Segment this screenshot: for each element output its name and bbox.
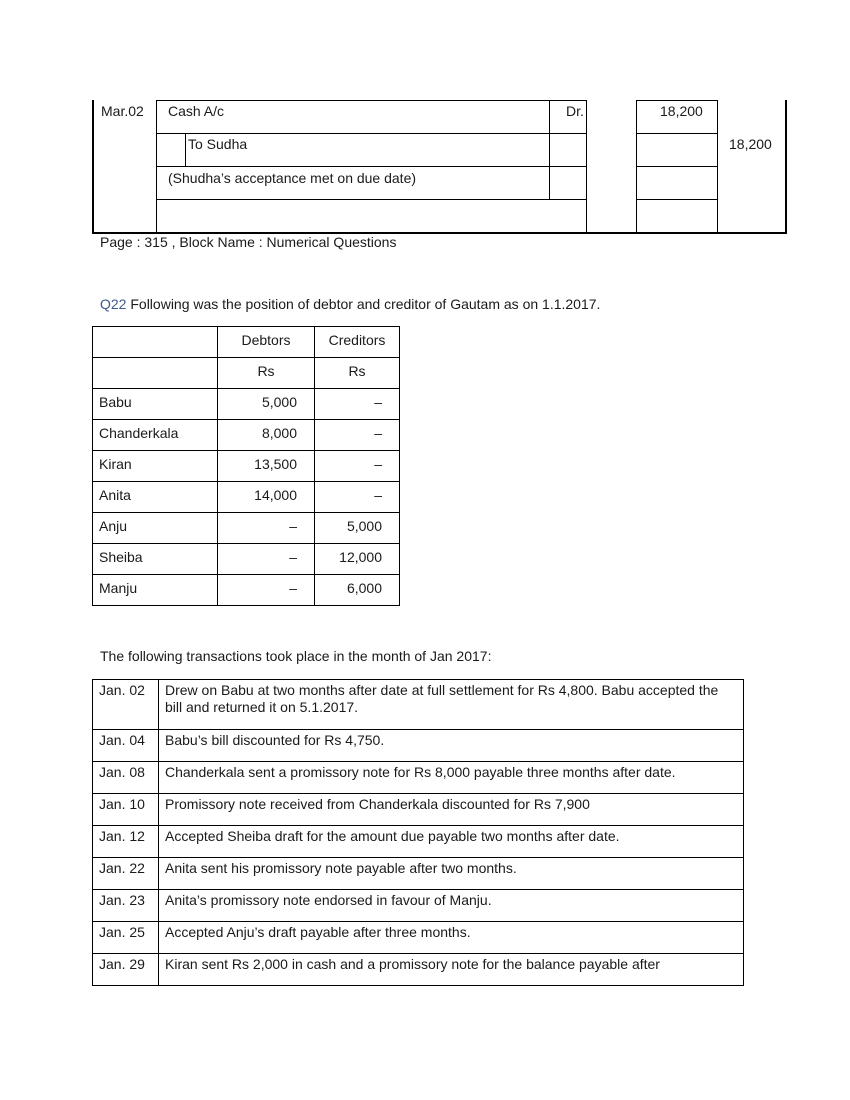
table-row — [93, 954, 744, 986]
transaction-date: Jan. 22 — [93, 858, 159, 890]
transaction-text: Accepted Anju’s draft payable after three months. — [159, 922, 744, 954]
header-cell: Debtors — [218, 327, 315, 358]
question-number: Q22 — [100, 296, 127, 312]
journal-border — [636, 166, 718, 167]
journal-border — [636, 100, 637, 234]
transaction-text: Babu’s bill discounted for Rs 4,750. — [159, 730, 744, 762]
journal-debit-amount: 18,200 — [660, 103, 703, 119]
transaction-text: Chanderkala sent a promissory note for Rs 8,000 payable three months after date. — [159, 762, 744, 794]
transaction-text: Promissory note received from Chanderkala discounted for Rs 7,900 — [159, 794, 744, 826]
creditor-amount: – — [315, 451, 400, 482]
table-row — [93, 513, 400, 544]
journal-narration: (Shudha’s acceptance met on due date) — [168, 170, 417, 186]
creditor-amount: 12,000 — [315, 544, 400, 575]
party-name: Manju — [93, 575, 218, 606]
journal-border — [156, 199, 587, 200]
transaction-date: Jan. 10 — [93, 794, 159, 826]
journal-particulars: To Sudha — [188, 136, 248, 152]
journal-border — [156, 133, 587, 134]
journal-dr-marker: Dr. — [566, 103, 584, 119]
party-name: Sheiba — [93, 544, 218, 575]
party-name: Kiran — [93, 451, 218, 482]
table-row — [93, 826, 744, 858]
journal-border — [785, 100, 787, 234]
table-row — [93, 544, 400, 575]
table-row — [93, 420, 400, 451]
table-header-row — [93, 327, 400, 358]
transaction-text: Drew on Babu at two months after date at full settlement for Rs 4,800. Babu accepted the bill and returned it on 5.1.2017. — [159, 680, 744, 730]
journal-credit-amount: 18,200 — [729, 136, 772, 152]
creditor-amount: – — [315, 420, 400, 451]
journal-border — [636, 199, 718, 200]
transaction-date: Jan. 23 — [93, 890, 159, 922]
transaction-text: Accepted Sheiba draft for the amount due payable two months after date. — [159, 826, 744, 858]
debtor-amount: 5,000 — [218, 389, 315, 420]
creditor-amount: 6,000 — [315, 575, 400, 606]
transaction-date: Jan. 12 — [93, 826, 159, 858]
journal-border — [586, 100, 587, 234]
header-cell — [93, 327, 218, 358]
journal-border — [636, 133, 718, 134]
debtor-amount: – — [218, 544, 315, 575]
transaction-date: Jan. 02 — [93, 680, 159, 730]
transaction-date: Jan. 04 — [93, 730, 159, 762]
journal-border — [92, 100, 94, 234]
transactions-table — [92, 679, 744, 986]
journal-date: Mar.02 — [101, 103, 144, 119]
journal-border — [156, 100, 587, 101]
table-row — [93, 890, 744, 922]
balances-table — [92, 326, 400, 606]
table-row — [93, 575, 400, 606]
table-row — [93, 858, 744, 890]
party-name: Anju — [93, 513, 218, 544]
debtor-amount: 8,000 — [218, 420, 315, 451]
transaction-date: Jan. 25 — [93, 922, 159, 954]
journal-border — [717, 100, 718, 234]
transaction-text: Anita sent his promissory note payable after two months. — [159, 858, 744, 890]
transaction-text: Anita’s promissory note endorsed in favour of Manju. — [159, 890, 744, 922]
header-cell: Creditors — [315, 327, 400, 358]
debtor-amount: 14,000 — [218, 482, 315, 513]
table-row — [93, 730, 744, 762]
question-heading — [100, 296, 600, 312]
party-name: Babu — [93, 389, 218, 420]
transaction-date: Jan. 08 — [93, 762, 159, 794]
table-row — [93, 794, 744, 826]
question-text: Following was the position of debtor and creditor of Gautam as on 1.1.2017. — [126, 296, 601, 312]
unit-cell — [93, 358, 218, 389]
journal-border — [185, 133, 186, 167]
debtor-amount: – — [218, 575, 315, 606]
journal-border — [156, 100, 157, 234]
table-row — [93, 680, 744, 730]
unit-cell: Rs — [315, 358, 400, 389]
journal-border — [549, 100, 550, 200]
transaction-text: Kiran sent Rs 2,000 in cash and a promissory note for the balance payable after — [159, 954, 744, 986]
table-row — [93, 482, 400, 513]
journal-particulars: Cash A/c — [168, 103, 225, 119]
table-row — [93, 762, 744, 794]
table-units-row — [93, 358, 400, 389]
creditor-amount: 5,000 — [315, 513, 400, 544]
table-row — [93, 922, 744, 954]
debtor-amount: 13,500 — [218, 451, 315, 482]
journal-entry-table — [92, 100, 787, 234]
creditor-amount: – — [315, 389, 400, 420]
page-footer: Page : 315 , Block Name : Numerical Questions — [100, 234, 397, 250]
journal-border — [156, 166, 587, 167]
journal-border — [636, 100, 718, 101]
party-name: Anita — [93, 482, 218, 513]
party-name: Chanderkala — [93, 420, 218, 451]
debtor-amount: – — [218, 513, 315, 544]
table-row — [93, 389, 400, 420]
unit-cell: Rs — [218, 358, 315, 389]
table-row — [93, 451, 400, 482]
creditor-amount: – — [315, 482, 400, 513]
transactions-intro: The following transactions took place in the month of Jan 2017: — [100, 648, 492, 664]
transaction-date: Jan. 29 — [93, 954, 159, 986]
